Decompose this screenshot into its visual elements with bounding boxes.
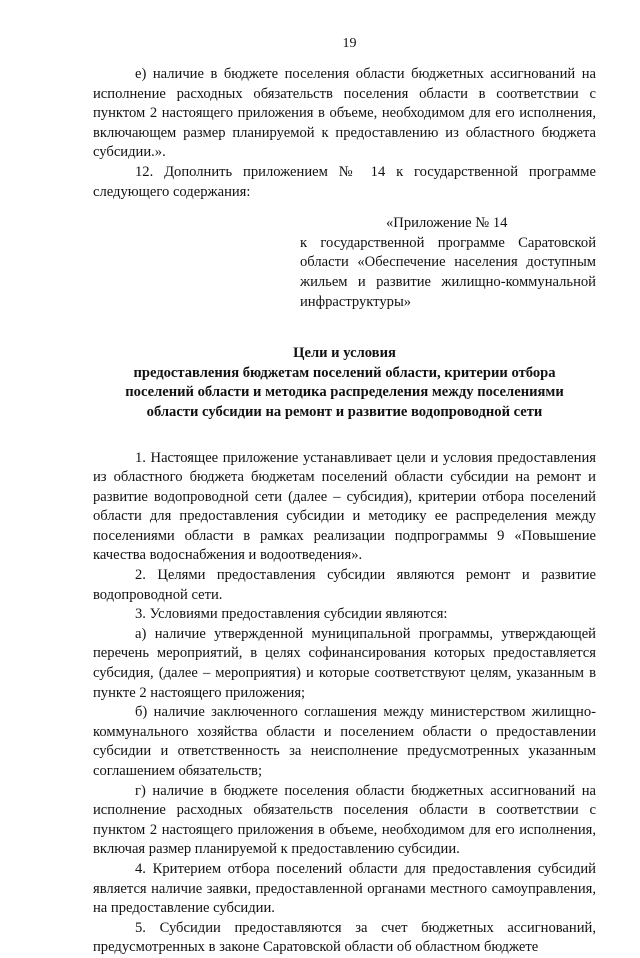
appendix-program-reference: к государственной программе Саратовской области «Обеспечение населения доступным жильем и развитие жилищно-коммунальной инфраструктуры» (300, 234, 596, 310)
paragraph-12-add-appendix: 12. Дополнить приложением № 14 к государственной программе следующего содержания: (93, 163, 596, 200)
paragraph-3b-agreement: б) наличие заключенного соглашения между министерством жилищно-коммунального хозяйства области и поселением области о предоставлении субсидии и ответственность за неисполнение предусмотренных указанным соглашением обязательств; (93, 704, 596, 779)
paragraph-3-conditions: 3. Условиями предоставления субсидии являются: (135, 606, 448, 623)
appendix-title: «Приложение № 14 (386, 215, 508, 232)
page-number: 19 (342, 36, 357, 51)
paragraph-2-goals: 2. Целями предоставления субсидии являются ремонт и развитие водопроводной сети. (93, 567, 596, 603)
paragraph-3g-budget-allocations: г) наличие в бюджете поселения области бюджетных ассигнований на исполнение расходных обязательств поселения области в соответствии с пунктом 2 настоящего приложения в объеме, необходимом для его исполнения, включая размер планируемой к предоставлению субсидии. (93, 782, 596, 858)
appendix-reference (300, 214, 596, 312)
paragraph-4-selection-criterion: 4. Критерием отбора поселений области для предоставления субсидий является наличие заявки, предоставленной органами местного самоуправления, на предоставление субсидии. (93, 860, 596, 917)
paragraph-e-budget-allocations: е) наличие в бюджете поселения области бюджетных ассигнований на исполнение расходных обязательств поселения области в соответствии с пунктом 2 настоящего приложения в объеме, необходимом для его исполнения, включающем размер планируемой к предоставлению из областного бюджета субсидии.». (93, 66, 596, 161)
heading-line-1: Цели и условия (293, 345, 396, 362)
heading-line-2: предоставления бюджетам поселений области, критерии отбора (133, 364, 556, 381)
paragraph-5-subsidy-funding: 5. Субсидии предоставляются за счет бюджетных ассигнований, предусмотренных в законе Саратовской области об областном бюджете (93, 919, 596, 956)
heading-line-3: поселений области и методика распределения между поселениями (125, 384, 564, 401)
heading-line-4: области субсидии на ремонт и развитие водопроводной сети (146, 403, 543, 420)
paragraph-1-purpose: 1. Настоящее приложение устанавливает цели и условия предоставления из областного бюджета бюджетам поселений области субсидии на ремонт и развитие водопроводной сети (далее – субсидия), критерии отбора поселений области для предоставления субсидии и методику ее распределения между поселениями области в рамках реализации подпрограммы 9 «Повышение качества водоснабжения и водоотведения». (93, 449, 596, 564)
paragraph-3a-municipal-program: а) наличие утвержденной муниципальной программы, утверждающей перечень мероприятий, в целях софинансирования которых предоставляется субсидия, (далее – мероприятия) и которые соответствуют целям, указанным в пункте 2 настоящего приложения; (93, 625, 596, 701)
section-heading (93, 344, 596, 422)
